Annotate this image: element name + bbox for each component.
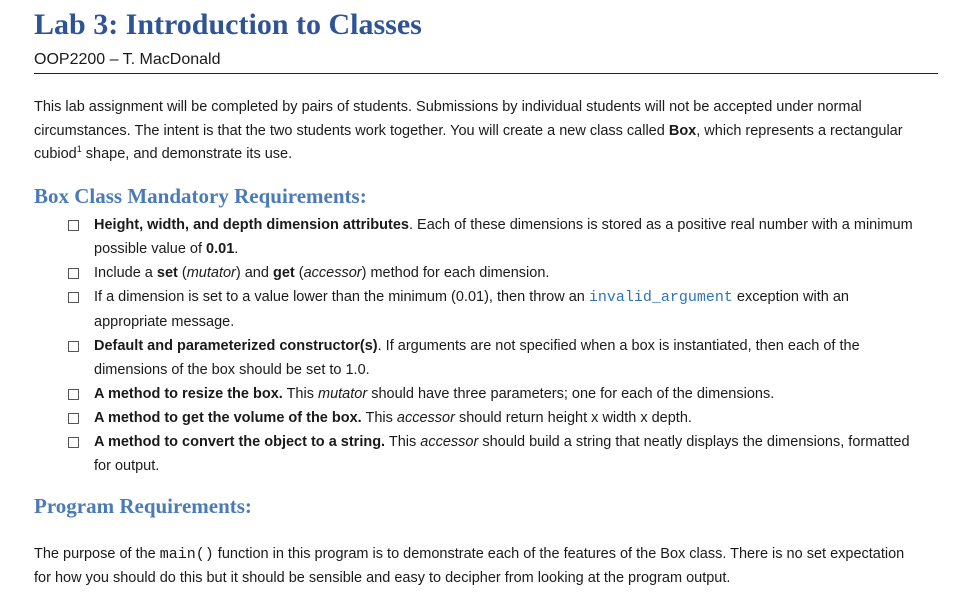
req-text: ) method for each dimension.: [361, 265, 550, 281]
document-subtitle: OOP2200 – T. MacDonald: [34, 51, 221, 68]
program-paragraph: [34, 543, 924, 590]
req-bold: A method to convert the object to a string.: [94, 434, 386, 450]
program-requirements-heading: Program Requirements:: [34, 494, 252, 518]
checkbox-icon[interactable]: [68, 268, 79, 279]
req-italic: mutator: [318, 386, 368, 402]
checklist-item: [34, 406, 914, 430]
req-text: This: [385, 434, 421, 450]
checkbox-icon[interactable]: [68, 292, 79, 303]
req-text: should have three parameters; one for each of the dimensions.: [367, 386, 775, 402]
checkbox-icon[interactable]: [68, 389, 79, 400]
req-bold: A method to resize the box.: [94, 386, 283, 402]
intro-text-3: shape, and demonstrate its use.: [81, 146, 293, 162]
req-text: . Each of these dimensions is stored as a positive real number with a minimum possible value of: [94, 217, 913, 257]
req-bold: Default and parameterized constructor(s): [94, 338, 378, 354]
intro-text-1: This lab assignment will be completed by pairs of students. Submissions by individual students will not be accepted under normal circumstances. The intent is that the two students work together. You will create a new class called: [34, 99, 862, 139]
intro-class-name: Box: [668, 122, 697, 139]
req-text: Include a: [94, 265, 157, 281]
req-text: ) and: [235, 265, 273, 281]
req-text: should return height x width x depth.: [454, 410, 692, 426]
box-requirements-heading: Box Class Mandatory Requirements:: [34, 184, 367, 208]
title-divider: [34, 73, 938, 74]
checkbox-icon[interactable]: [68, 341, 79, 352]
req-text: (: [294, 265, 304, 281]
checkbox-icon[interactable]: [68, 413, 79, 424]
intro-paragraph: [34, 96, 924, 167]
prog-code: main(): [159, 546, 214, 563]
req-italic: accessor: [303, 265, 362, 281]
req-text: . If arguments are not specified when a box is instantiated, then each of the dimensions of the box should be set to 1.0.: [94, 338, 860, 378]
requirements-checklist: [34, 213, 914, 478]
req-text: (: [177, 265, 187, 281]
checklist-item: [34, 430, 914, 478]
req-text: If a dimension is set to a value lower than the minimum (0.01), then throw an: [94, 289, 589, 305]
req-text: should build a string that neatly displays the dimensions, formatted for output.: [94, 434, 910, 474]
req-italic: accessor: [420, 434, 479, 450]
req-code: invalid_argument: [588, 289, 733, 306]
checkbox-icon[interactable]: [68, 437, 79, 448]
checkbox-icon[interactable]: [68, 220, 79, 231]
req-italic: mutator: [186, 265, 236, 281]
req-text-end: .: [234, 241, 239, 257]
req-text: This: [282, 386, 318, 402]
intro-text-2: , which represents a rectangular cubiod: [34, 122, 903, 162]
footnote-marker[interactable]: 1: [76, 144, 82, 155]
document-title: Lab 3: Introduction to Classes: [34, 8, 422, 41]
checklist-item: [34, 261, 914, 285]
prog-text-2: function in this program is to demonstrate each of the features of the Box class. There is no set expectation for how you should do this but it should be sensible and easy to decipher from looking at the program output.: [34, 546, 905, 586]
checklist-item: [34, 334, 914, 382]
req-bold: set: [156, 265, 178, 281]
req-text: exception with an appropriate message.: [94, 289, 849, 330]
req-text: This: [361, 410, 397, 426]
prog-text-1: The purpose of the: [34, 546, 160, 562]
req-bold: A method to get the volume of the box.: [94, 410, 362, 426]
checklist-item: [34, 285, 914, 334]
req-bold: get: [272, 265, 295, 281]
req-bold-value: 0.01: [206, 241, 235, 257]
checklist-item: [34, 213, 914, 261]
req-bold: Height, width, and depth dimension attributes: [94, 217, 409, 233]
checklist-item: [34, 382, 914, 406]
req-italic: accessor: [396, 410, 455, 426]
